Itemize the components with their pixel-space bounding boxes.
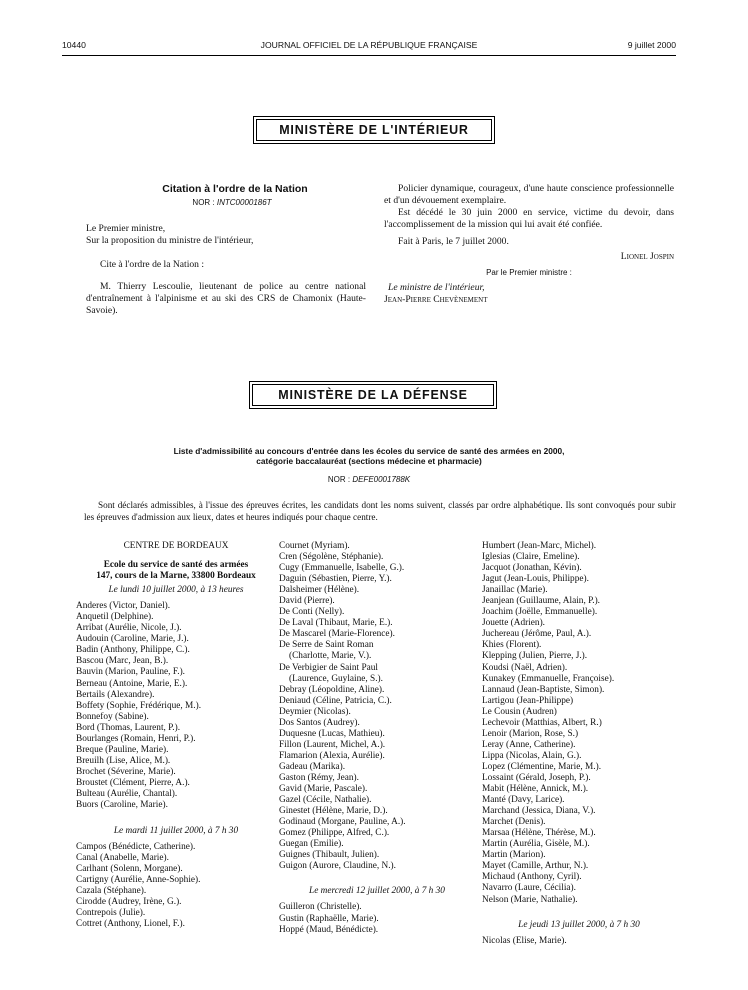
candidate-entry: De Mascarel (Marie-Florence). [279, 629, 395, 640]
issue-date: 9 juillet 2000 [627, 40, 676, 50]
candidate-entry: Canal (Anabelle, Marie). [76, 853, 169, 864]
candidate-entry: Gadeau (Marika). [279, 761, 346, 772]
candidate-entry: Manté (Davy, Larice). [482, 795, 565, 806]
candidate-entry: Martin (Aurélia, Gisèle, M.). [482, 839, 590, 850]
candidate-entry: Gaston (Rémy, Jean). [279, 772, 359, 783]
candidate-entry: Jagut (Jean-Louis, Philippe). [482, 574, 589, 585]
candidate-entry: Bulteau (Aurélie, Chantal). [76, 788, 178, 799]
candidate-entry: Berneau (Antoine, Marie, E.). [76, 678, 188, 689]
candidate-entry: Anderes (Victor, Daniel). [76, 601, 171, 612]
list-title-line-1: Liste d'admissibilité au concours d'entrée dans les écoles du service de santé des armées en 2000, [173, 446, 565, 456]
cite-line: Cite à l'ordre de la Nation : [100, 259, 205, 270]
candidate-entry: Khies (Florent). [482, 640, 542, 651]
signature-place-date: Fait à Paris, le 7 juillet 2000. [398, 236, 509, 247]
candidate-entry: Juchereau (Jérôme, Paul, A.). [482, 629, 592, 640]
candidate-entry: Cugy (Emmanuelle, Isabelle, G.). [279, 563, 405, 574]
header-rule [62, 55, 676, 56]
candidate-entry: Nicolas (Elise, Marie). [482, 935, 567, 946]
candidate-entry: Gustin (Raphaëlle, Marie). [279, 913, 379, 924]
candidate-entry: Gavid (Marie, Pascale). [279, 784, 368, 795]
candidate-entry: Le Cousin (Audren) [482, 706, 557, 717]
decree-title: Citation à l'ordre de la Nation [162, 183, 308, 195]
candidate-entry: Janaillac (Marie). [482, 585, 548, 596]
candidate-list [279, 541, 475, 872]
candidate-entry: Audouin (Caroline, Marie, J.). [76, 634, 189, 645]
candidate-entry: Contrepois (Julie). [76, 908, 146, 919]
candidate-entry: Breque (Pauline, Marie). [76, 744, 169, 755]
candidate-entry: Navarro (Laure, Cécilia). [482, 883, 576, 894]
list-title [62, 446, 676, 466]
candidate-entry: De Serre de Saint Roman [279, 640, 374, 651]
candidate-entry: Dalsheimer (Hélène). [279, 585, 360, 596]
candidate-list [482, 936, 676, 947]
candidate-entry: Iglesias (Claire, Emeline). [482, 552, 580, 563]
minister-name: Jean-Pierre Chevènement [384, 294, 488, 305]
ministry-defense-box [249, 381, 497, 409]
candidate-entry: Marsaa (Hélène, Thérèse, M.). [482, 828, 596, 839]
candidate-entry: Breuilh (Lise, Alice, M.). [76, 755, 171, 766]
candidate-entry: Ginestet (Hélène, Marie, D.). [279, 806, 388, 817]
candidates-column-1 [76, 541, 276, 931]
candidate-entry: Campos (Bénédicte, Catherine). [76, 842, 196, 853]
candidate-entry: Cirodde (Audrey, Irène, G.). [76, 897, 182, 908]
list-title-line-2: catégorie baccalauréat (sections médecine et pharmacie) [256, 456, 482, 466]
candidate-entry: Boffety (Sophie, Frédérique, M.). [76, 700, 202, 711]
by-premier-ministre: Par le Premier ministre : [486, 268, 572, 277]
candidate-entry: Buors (Caroline, Marie). [76, 800, 168, 811]
page-header [62, 40, 676, 54]
candidate-entry: Lannaud (Jean-Baptiste, Simon). [482, 684, 605, 695]
school-name: Ecole du service de santé des armées [103, 560, 249, 571]
admission-intro: Sont déclarés admissibles, à l'issue des épreuves écrites, les candidats dont les noms suivent, classés par ordre alphabétique. Ils sont convoqués pour subir les épreuves d'admission aux lieux, dates et heures indiqués pour chaque centre. [84, 500, 676, 522]
candidate-entry: Joachim (Joëlle, Emmanuelle). [482, 607, 598, 618]
decree-nor: NOR : INTC0000186T [192, 198, 272, 207]
session-date: Le mardi 11 juillet 2000, à 7 h 30 [113, 826, 239, 837]
candidate-entry: Lenoir (Marion, Rose, S.) [482, 728, 579, 739]
candidate-entry: Jacquot (Jonathan, Kévin). [482, 563, 582, 574]
session-date: Le lundi 10 juillet 2000, à 13 heures [108, 585, 244, 596]
candidate-entry: Leray (Anne, Catherine). [482, 739, 576, 750]
candidate-entry: Arribat (Aurélie, Nicole, J.). [76, 623, 182, 634]
candidate-entry: Michaud (Anthony, Cyril). [482, 872, 582, 883]
candidate-entry: Guignes (Thibault, Julien). [279, 850, 380, 861]
candidate-entry: Bauvin (Marion, Pauline, F.). [76, 667, 185, 678]
candidate-entry: Godinaud (Morgane, Pauline, A.). [279, 817, 406, 828]
candidate-list [279, 902, 475, 935]
candidate-entry: Lechevoir (Matthias, Albert, R.) [482, 717, 602, 728]
candidate-entry: Martin (Marion). [482, 850, 546, 861]
candidate-entry: Daguin (Sébastien, Pierre, Y.). [279, 574, 392, 585]
candidate-entry: De Verbigier de Saint Paul [279, 662, 378, 673]
school-address: 147, cours de la Marne, 33800 Bordeaux [96, 571, 256, 582]
candidate-entry: Mabit (Hélène, Annick, M.). [482, 784, 589, 795]
ministry-interieur-title: MINISTÈRE DE L'INTÉRIEUR [256, 119, 492, 141]
candidate-entry: Bascou (Marc, Jean, B.). [76, 656, 169, 667]
candidate-entry: Duquesne (Lucas, Mathieu). [279, 728, 385, 739]
candidate-entry: Jouette (Adrien). [482, 618, 545, 629]
candidate-entry: Cazala (Stéphane). [76, 886, 147, 897]
candidate-entry: (Charlotte, Marie, V.). [289, 651, 372, 662]
candidate-entry: Cottret (Anthony, Lionel, F.). [76, 919, 185, 930]
citation-deceased: Est décédé le 30 juin 2000 en service, victime du devoir, dans l'accomplissement de la mission qui lui avait été confiée. [384, 207, 674, 230]
list-nor: NOR : DEFE0001788K [327, 475, 411, 484]
candidate-entry: (Laurence, Guylaine, S.). [289, 673, 383, 684]
candidates-column-2 [279, 541, 475, 936]
signatory-pm: Lionel Jospin [620, 251, 674, 262]
candidate-entry: Marchand (Jessica, Diana, V.). [482, 806, 596, 817]
citation-left-column [86, 183, 366, 317]
candidate-entry: Guigon (Aurore, Claudine, N.). [279, 861, 396, 872]
candidate-entry: Hoppé (Maud, Bénédicte). [279, 924, 379, 935]
candidate-entry: Koudsi (Naël, Adrien). [482, 662, 568, 673]
candidate-entry: Brochet (Séverine, Marie). [76, 766, 176, 777]
candidate-entry: Guegan (Emilie). [279, 839, 344, 850]
candidate-entry: Bourlanges (Romain, Henri, P.). [76, 733, 196, 744]
session-date: Le mercredi 12 juillet 2000, à 7 h 30 [309, 886, 445, 897]
candidate-entry: De Conti (Nelly). [279, 607, 345, 618]
candidate-list [76, 842, 276, 930]
candidate-entry: Gazel (Cécile, Nathalie). [279, 795, 372, 806]
candidate-entry: Lartigou (Jean-Philippe) [482, 695, 574, 706]
candidate-entry: Gomez (Philippe, Alfred, C.). [279, 828, 390, 839]
candidate-entry: Mayet (Camille, Arthur, N.). [482, 861, 589, 872]
citation-body: M. Thierry Lescoulie, lieutenant de police au centre national d'entraînement à l'alpinisme et au ski des CRS de Chamonix (Haute-Savoie). [86, 281, 366, 316]
session-date: Le jeudi 13 juillet 2000, à 7 h 30 [518, 919, 640, 930]
journal-title: JOURNAL OFFICIEL DE LA RÉPUBLIQUE FRANÇAISE [260, 40, 478, 50]
candidate-entry: Jeanjean (Guillaume, Alain, P.). [482, 596, 600, 607]
candidate-entry: Marchet (Denis). [482, 817, 546, 828]
minister-role: Le ministre de l'intérieur, [388, 282, 485, 293]
intro-proposition: Sur la proposition du ministre de l'intérieur, [86, 235, 254, 246]
ministry-interieur-box [253, 116, 495, 144]
candidate-entry: Deymier (Nicolas). [279, 706, 351, 717]
citation-praise: Policier dynamique, courageux, d'une haute conscience professionnelle et d'un dévouement exemplaire. [384, 183, 674, 206]
candidate-entry: Cartigny (Aurélie, Anne-Sophie). [76, 875, 201, 886]
candidate-list [482, 541, 676, 906]
candidate-entry: Bord (Thomas, Laurent, P.). [76, 722, 181, 733]
candidate-entry: Cournet (Myriam). [279, 541, 350, 551]
candidate-entry: Lopez (Clémentine, Marie, M.). [482, 761, 602, 772]
candidate-entry: Carlhant (Solenn, Morgane). [76, 864, 183, 875]
candidate-list [76, 601, 276, 811]
candidate-entry: Fillon (Laurent, Michel, A.). [279, 739, 386, 750]
page-number: 10440 [62, 40, 86, 50]
citation-right-column [384, 183, 674, 306]
candidate-entry: Cren (Ségolène, Stéphanie). [279, 552, 384, 563]
candidate-entry: Debray (Léopoldine, Aline). [279, 684, 385, 695]
candidate-entry: Bonnefoy (Sabine). [76, 711, 149, 722]
candidate-entry: Klepping (Julien, Pierre, J.). [482, 651, 588, 662]
candidate-entry: Humbert (Jean-Marc, Michel). [482, 541, 597, 551]
candidate-entry: Guilleron (Christelle). [279, 902, 362, 913]
candidate-entry: David (Pierre). [279, 596, 335, 607]
candidate-entry: Anquetil (Delphine). [76, 612, 154, 623]
centre-title: CENTRE DE BORDEAUX [123, 541, 229, 551]
candidate-entry: Dos Santos (Audrey). [279, 717, 360, 728]
ministry-defense-title: MINISTÈRE DE LA DÉFENSE [252, 384, 494, 406]
candidate-entry: Badin (Anthony, Philippe, C.). [76, 645, 190, 656]
candidate-entry: Broustet (Clément, Pierre, A.). [76, 777, 190, 788]
intro-premier-ministre: Le Premier ministre, [86, 223, 166, 234]
candidate-entry: De Laval (Thibaut, Marie, E.). [279, 618, 393, 629]
candidate-entry: Flamarion (Alexia, Aurélie). [279, 750, 385, 761]
candidate-entry: Nelson (Marie, Nathalie). [482, 894, 578, 905]
candidate-entry: Bertails (Alexandre). [76, 689, 155, 700]
candidate-entry: Kunakey (Emmanuelle, Françoise). [482, 673, 615, 684]
candidate-entry: Lippa (Nicolas, Alain, G.). [482, 750, 582, 761]
candidate-entry: Deniaud (Céline, Patricia, C.). [279, 695, 392, 706]
candidate-entry: Lossaint (Gérald, Joseph, P.). [482, 772, 591, 783]
candidates-column-3 [482, 541, 676, 947]
